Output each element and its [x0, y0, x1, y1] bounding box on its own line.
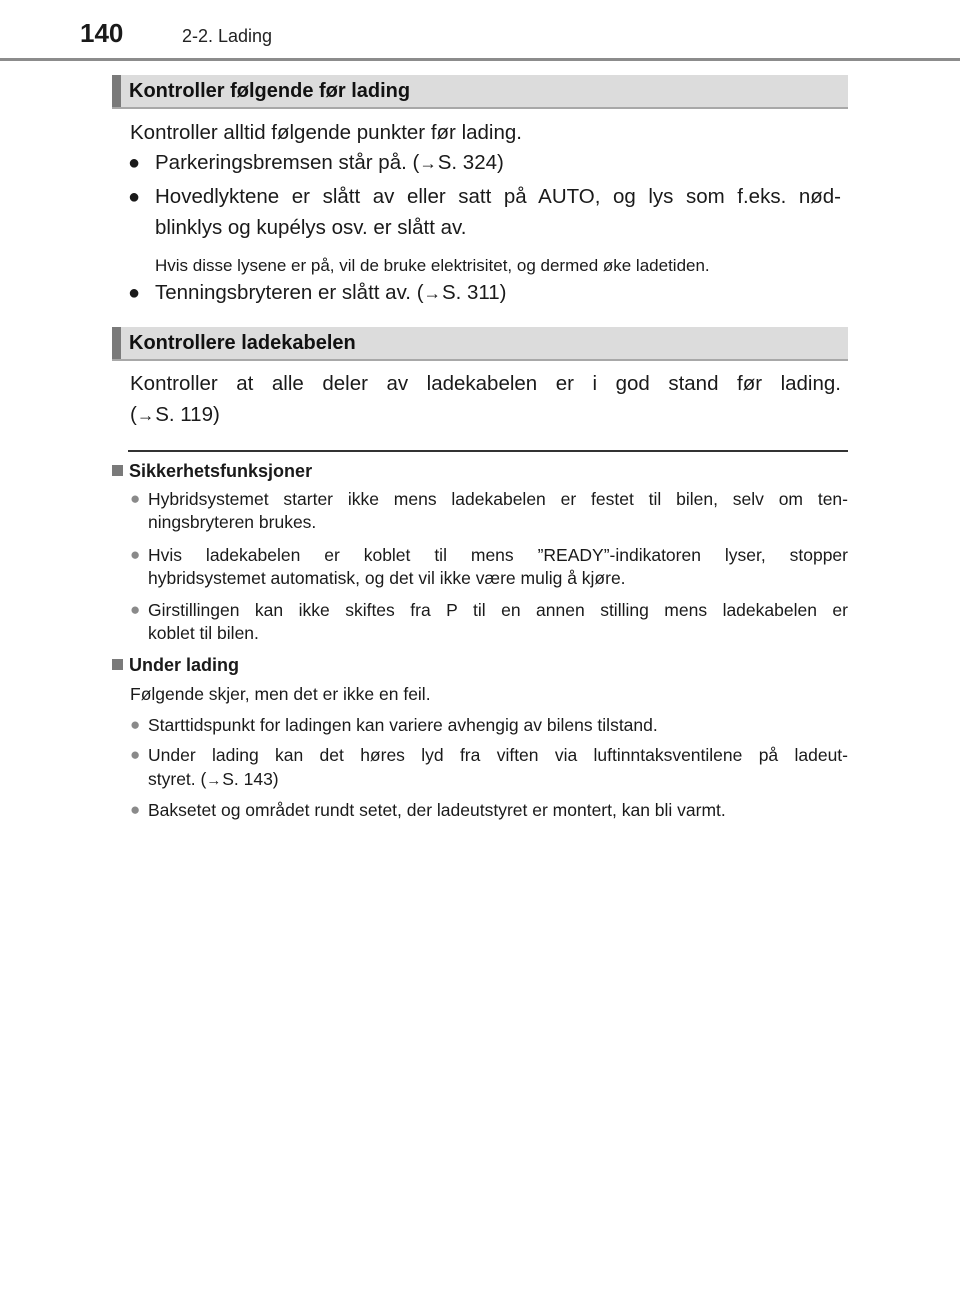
- subheading-text: Sikkerhetsfunksjoner: [129, 461, 313, 481]
- divider: [128, 450, 848, 452]
- arrow-right-icon: →: [136, 405, 155, 425]
- chapter-title: 2-2. Lading: [182, 26, 273, 46]
- bullet-icon: ●: [130, 715, 141, 734]
- note-text: Hvis disse lysene er på, vil de bruke elektrisitet, og dermed øke ladetiden.: [155, 256, 710, 275]
- during-item-2-line2: [148, 767, 279, 793]
- arrow-right-icon: →: [423, 283, 441, 303]
- bullet-text: Tenningsbryteren er slått av. (: [155, 281, 424, 304]
- intro-text: Kontroller alltid følgende punkter før lading.: [130, 121, 522, 144]
- cable-text-line2: [130, 400, 220, 430]
- page-reference-link[interactable]: S. 324): [437, 151, 504, 174]
- section-heading-check-before-charging: [112, 75, 848, 109]
- bullet-headlights-line2: blinklys og kupélys osv. er slått av.: [155, 216, 467, 239]
- bullet-icon: ●: [130, 545, 141, 564]
- section-marker: [112, 327, 121, 359]
- arrow-right-icon: →: [206, 773, 222, 789]
- paren-open: (: [130, 403, 137, 426]
- bullet-icon: ●: [128, 152, 141, 174]
- bullet-icon: ●: [128, 186, 141, 208]
- bullet-icon: ●: [128, 282, 141, 304]
- safety-item-1-line1: Hybridsystemet starter ikke mens ladekabelen er festet til bilen, selv om ten-: [148, 489, 848, 509]
- bullet-icon: ●: [130, 800, 141, 819]
- section-title: Kontroller følgende før lading: [129, 80, 411, 102]
- page-number: 140: [80, 18, 124, 48]
- bullet-parking-brake: [155, 148, 504, 178]
- page-reference-link[interactable]: S. 143): [222, 769, 279, 789]
- subheading-safety: [112, 459, 312, 483]
- during-item-3: Baksetet og området rundt setet, der ladeutstyret er montert, kan bli varmt.: [148, 800, 726, 820]
- header-rule: [0, 58, 960, 61]
- safety-item-1-line2: ningsbryteren brukes.: [148, 512, 317, 532]
- safety-item-2-line2: hybridsystemet automatisk, og det vil ikke være mulig å kjøre.: [148, 568, 626, 588]
- during-item-2-line1: Under lading kan det høres lyd fra viften via luftinntaksventilene på ladeut-: [148, 745, 848, 765]
- bullet-icon: ●: [130, 489, 141, 508]
- cable-text-line1: Kontroller at alle deler av ladekabelen er i god stand før lading.: [130, 372, 841, 395]
- safety-item-2-line1: Hvis ladekabelen er koblet til mens ”READY”-indikatoren lyser, stopper: [148, 545, 848, 565]
- bullet-icon: ●: [130, 745, 141, 764]
- bullet-ignition: [155, 278, 507, 308]
- square-bullet-icon: [112, 659, 123, 670]
- square-bullet-icon: [112, 465, 123, 476]
- page-reference-link[interactable]: S. 119): [155, 403, 220, 426]
- page-reference-link[interactable]: S. 311): [441, 281, 507, 304]
- safety-item-3-line1: Girstillingen kan ikke skiftes fra P til en annen stilling mens ladekabelen er: [148, 600, 848, 620]
- section-heading-check-cable: [112, 327, 848, 361]
- item-text: styret. (: [148, 769, 207, 789]
- section-marker: [112, 75, 121, 107]
- during-item-1: Starttidspunkt for ladingen kan variere avhengig av bilens tilstand.: [148, 715, 658, 735]
- subheading-during-charging: [112, 653, 239, 677]
- subheading-text: Under lading: [129, 655, 240, 675]
- bullet-text: Parkeringsbremsen står på. (: [155, 151, 420, 174]
- during-intro: Følgende skjer, men det er ikke en feil.: [130, 684, 431, 704]
- safety-item-3-line2: koblet til bilen.: [148, 623, 259, 643]
- section-title: Kontrollere ladekabelen: [129, 332, 356, 354]
- bullet-headlights-line1: Hovedlyktene er slått av eller satt på AUTO, og lys som f.eks. nød-: [155, 185, 841, 208]
- arrow-right-icon: →: [419, 153, 437, 173]
- bullet-icon: ●: [130, 600, 141, 619]
